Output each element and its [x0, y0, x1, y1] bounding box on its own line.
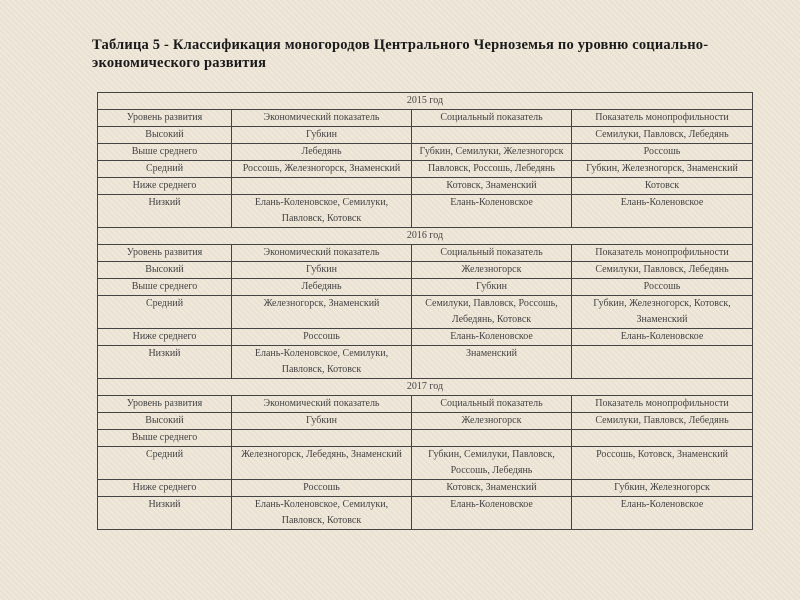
cities-cell: Елань-Коленовское, Семилуки, Павловск, Котовск [232, 497, 412, 530]
cities-cell: Железногорск [412, 262, 572, 279]
cities-cell [232, 430, 412, 447]
level-cell: Низкий [98, 195, 232, 228]
cities-cell: Губкин [232, 127, 412, 144]
cities-cell: Железногорск [412, 413, 572, 430]
column-header: Показатель монопрофильности [572, 245, 753, 262]
level-cell: Средний [98, 161, 232, 178]
cities-cell: Елань-Коленовское, Семилуки, Павловск, Котовск [232, 195, 412, 228]
cities-cell: Знаменский [412, 346, 572, 379]
table-title: Таблица 5 - Классификация моногородов Центрального Черноземья по уровню социально-экономического развития [92, 37, 709, 71]
header-row [98, 396, 753, 413]
cities-cell: Россошь, Котовск, Знаменский [572, 447, 753, 480]
table-row [98, 413, 753, 430]
cities-cell: Губкин, Железногорск, Котовск, Знаменский [572, 296, 753, 329]
table-row [98, 262, 753, 279]
table-row [98, 497, 753, 530]
table-row [98, 279, 753, 296]
column-header: Экономический показатель [232, 245, 412, 262]
level-cell: Высокий [98, 262, 232, 279]
cities-cell: Котовск, Знаменский [412, 480, 572, 497]
table-row [98, 329, 753, 346]
cities-cell: Елань-Коленовское [412, 497, 572, 530]
column-header: Уровень развития [98, 110, 232, 127]
table-row [98, 296, 753, 329]
cities-cell [412, 430, 572, 447]
year-row [98, 379, 753, 396]
cities-cell: Котовск, Знаменский [412, 178, 572, 195]
cities-cell: Семилуки, Павловск, Лебедянь [572, 413, 753, 430]
level-cell: Ниже среднего [98, 178, 232, 195]
year-label: 2017 год [98, 379, 753, 396]
cities-cell: Елань-Коленовское [412, 195, 572, 228]
cities-cell: Елань-Коленовское, Семилуки, Павловск, Котовск [232, 346, 412, 379]
classification-table [97, 92, 753, 530]
table-row [98, 480, 753, 497]
cities-cell: Россошь, Железногорск, Знаменский [232, 161, 412, 178]
level-cell: Ниже среднего [98, 329, 232, 346]
cities-cell: Елань-Коленовское [572, 329, 753, 346]
column-header: Уровень развития [98, 245, 232, 262]
column-header: Показатель монопрофильности [572, 110, 753, 127]
cities-cell: Павловск, Россошь, Лебедянь [412, 161, 572, 178]
level-cell: Высокий [98, 413, 232, 430]
level-cell: Выше среднего [98, 144, 232, 161]
cities-cell: Лебедянь [232, 279, 412, 296]
column-header: Социальный показатель [412, 110, 572, 127]
level-cell: Выше среднего [98, 279, 232, 296]
table-row [98, 447, 753, 480]
cities-cell: Семилуки, Павловск, Россошь, Лебедянь, Котовск [412, 296, 572, 329]
level-cell: Высокий [98, 127, 232, 144]
table-row [98, 346, 753, 379]
cities-cell: Елань-Коленовское [572, 497, 753, 530]
year-row [98, 228, 753, 245]
cities-cell: Россошь [572, 144, 753, 161]
year-row [98, 93, 753, 110]
cities-cell: Губкин, Железногорск, Знаменский [572, 161, 753, 178]
table-row [98, 161, 753, 178]
cities-cell: Губкин [232, 262, 412, 279]
cities-cell: Елань-Коленовское [572, 195, 753, 228]
cities-cell: Семилуки, Павловск, Лебедянь [572, 262, 753, 279]
year-label: 2015 год [98, 93, 753, 110]
column-header: Показатель монопрофильности [572, 396, 753, 413]
cities-cell: Россошь [572, 279, 753, 296]
year-label: 2016 год [98, 228, 753, 245]
level-cell: Низкий [98, 497, 232, 530]
cities-cell: Россошь [232, 329, 412, 346]
cities-cell: Губкин, Семилуки, Павловск, Россошь, Лебедянь [412, 447, 572, 480]
cities-cell: Котовск [572, 178, 753, 195]
column-header: Уровень развития [98, 396, 232, 413]
cities-cell: Железногорск, Знаменский [232, 296, 412, 329]
column-header: Социальный показатель [412, 396, 572, 413]
cities-cell [412, 127, 572, 144]
cities-cell [232, 178, 412, 195]
cities-cell: Лебедянь [232, 144, 412, 161]
level-cell: Средний [98, 296, 232, 329]
cities-cell: Семилуки, Павловск, Лебедянь [572, 127, 753, 144]
level-cell: Низкий [98, 346, 232, 379]
cities-cell [572, 346, 753, 379]
level-cell: Выше среднего [98, 430, 232, 447]
level-cell: Ниже среднего [98, 480, 232, 497]
column-header: Социальный показатель [412, 245, 572, 262]
cities-cell: Губкин, Железногорск [572, 480, 753, 497]
header-row [98, 110, 753, 127]
table-row [98, 195, 753, 228]
table-row [98, 144, 753, 161]
table-row [98, 430, 753, 447]
column-header: Экономический показатель [232, 110, 412, 127]
table-row [98, 178, 753, 195]
level-cell: Средний [98, 447, 232, 480]
table-row [98, 127, 753, 144]
cities-cell [572, 430, 753, 447]
header-row [98, 245, 753, 262]
cities-cell: Губкин [232, 413, 412, 430]
cities-cell: Губкин, Семилуки, Железногорск [412, 144, 572, 161]
cities-cell: Елань-Коленовское [412, 329, 572, 346]
column-header: Экономический показатель [232, 396, 412, 413]
cities-cell: Россошь [232, 480, 412, 497]
cities-cell: Губкин [412, 279, 572, 296]
cities-cell: Железногорск, Лебедянь, Знаменский [232, 447, 412, 480]
